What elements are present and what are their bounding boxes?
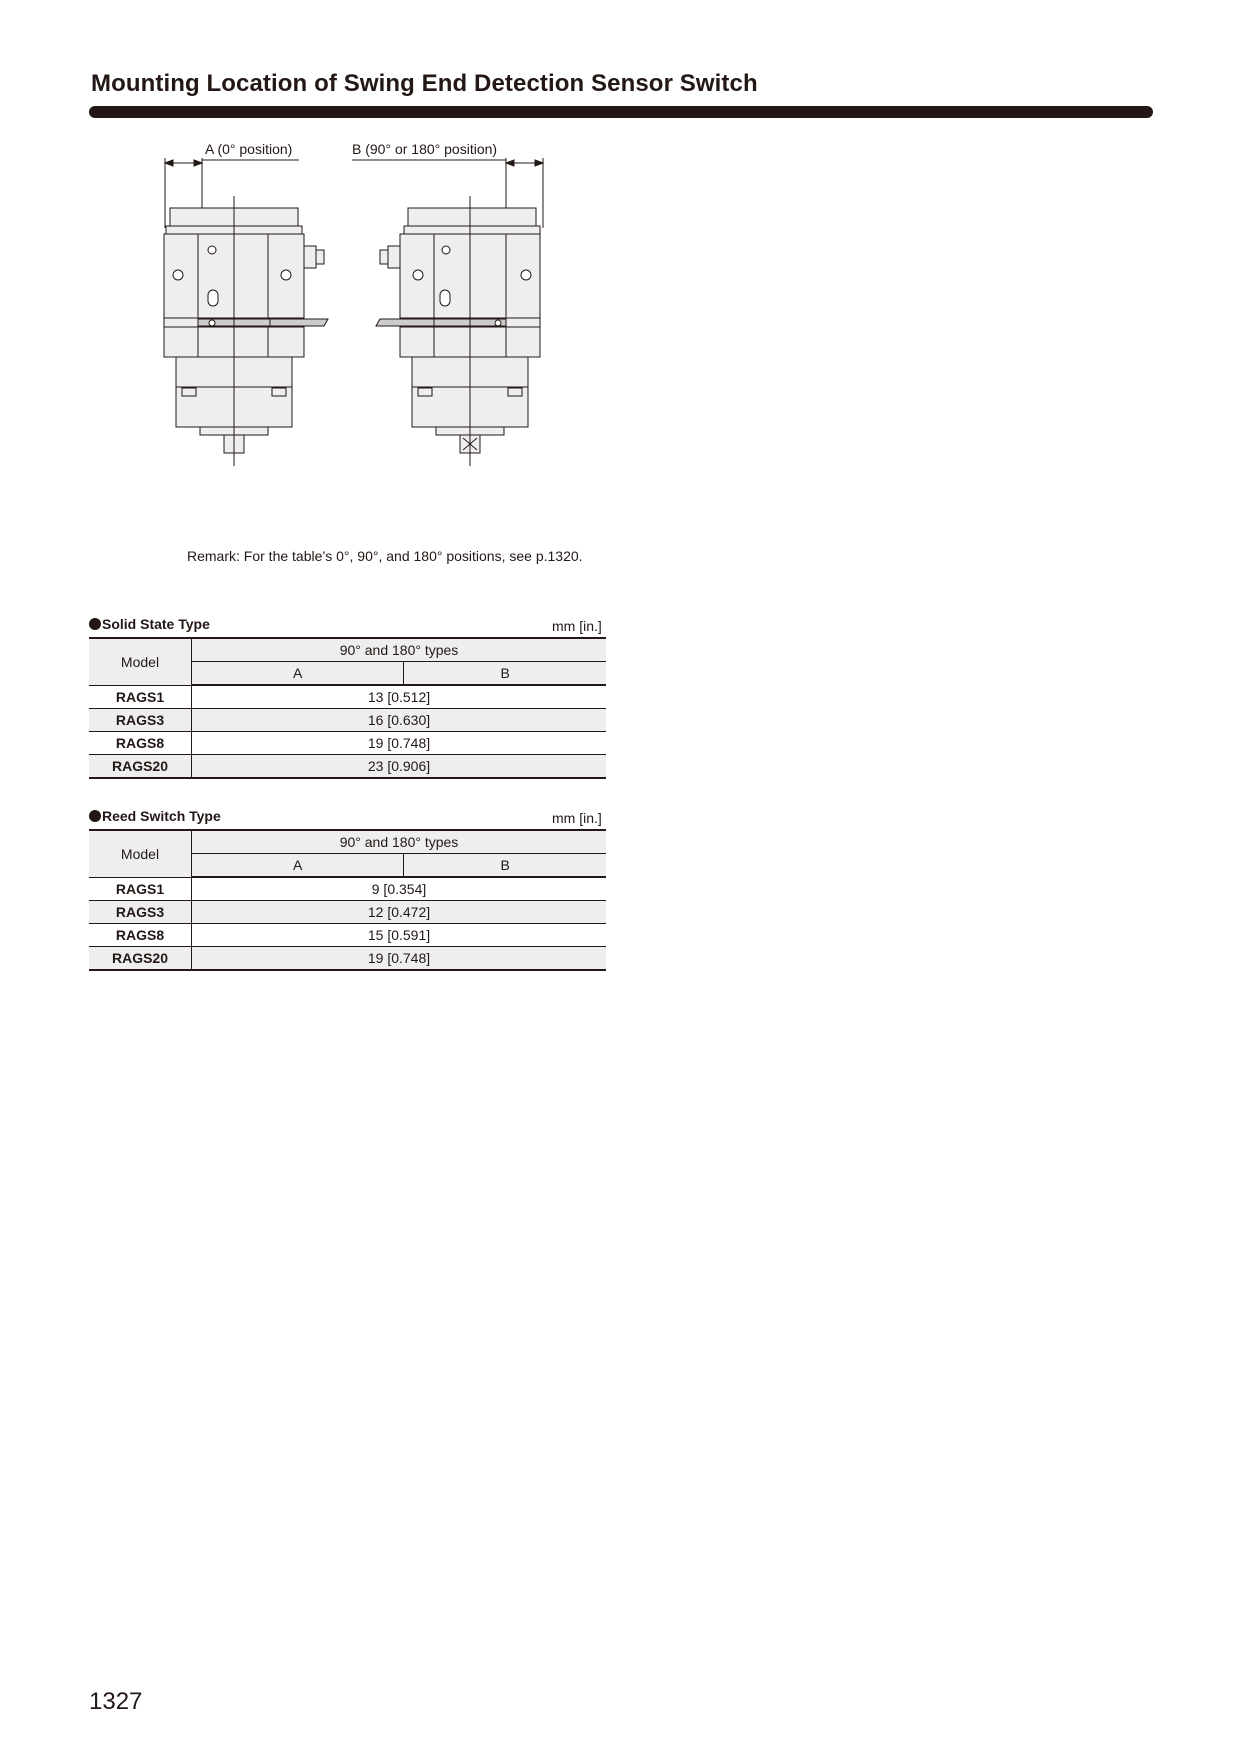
reed-switch-unit: mm [in.] bbox=[552, 810, 602, 826]
model-cell: RAGS8 bbox=[89, 732, 192, 755]
column-header-b: B bbox=[404, 854, 606, 878]
value-cell: 13 [0.512] bbox=[192, 685, 607, 709]
dimension-label-b: B (90° or 180° position) bbox=[352, 141, 498, 157]
solid-state-table bbox=[89, 637, 606, 779]
page-number: 1327 bbox=[89, 1688, 143, 1715]
model-cell: RAGS20 bbox=[89, 947, 192, 971]
value-cell: 23 [0.906] bbox=[192, 755, 607, 779]
drawing-remark: Remark: For the table’s 0°, 90°, and 180° positions, see p.1320. bbox=[187, 548, 583, 564]
reed-switch-table bbox=[89, 829, 606, 971]
value-cell: 16 [0.630] bbox=[192, 709, 607, 732]
value-cell: 15 [0.591] bbox=[192, 924, 607, 947]
reed-switch-heading bbox=[89, 808, 221, 824]
value-cell: 9 [0.354] bbox=[192, 877, 607, 901]
model-cell: RAGS20 bbox=[89, 755, 192, 779]
bullet-icon bbox=[89, 618, 101, 630]
column-header-a: A bbox=[192, 854, 404, 878]
column-header-group: 90° and 180° types bbox=[192, 830, 607, 854]
column-header-model: Model bbox=[89, 830, 192, 877]
value-cell: 12 [0.472] bbox=[192, 901, 607, 924]
column-header-b: B bbox=[404, 662, 606, 686]
solid-state-heading bbox=[89, 616, 210, 632]
model-cell: RAGS8 bbox=[89, 924, 192, 947]
model-cell: RAGS3 bbox=[89, 709, 192, 732]
table-row bbox=[89, 732, 606, 755]
table-row bbox=[89, 709, 606, 732]
column-header-a: A bbox=[192, 662, 404, 686]
table-row bbox=[89, 877, 606, 901]
mounting-location-drawing bbox=[150, 138, 570, 518]
model-cell: RAGS1 bbox=[89, 877, 192, 901]
model-cell: RAGS3 bbox=[89, 901, 192, 924]
table-row bbox=[89, 947, 606, 971]
value-cell: 19 [0.748] bbox=[192, 947, 607, 971]
solid-state-unit: mm [in.] bbox=[552, 618, 602, 634]
column-header-model: Model bbox=[89, 638, 192, 685]
title-underline-bar bbox=[89, 106, 1153, 118]
table-row bbox=[89, 685, 606, 709]
table-row bbox=[89, 755, 606, 779]
dimension-label-a: A (0° position) bbox=[205, 141, 293, 157]
reed-switch-heading-text: Reed Switch Type bbox=[102, 808, 221, 824]
table-row bbox=[89, 924, 606, 947]
column-header-group: 90° and 180° types bbox=[192, 638, 607, 662]
model-cell: RAGS1 bbox=[89, 685, 192, 709]
solid-state-heading-text: Solid State Type bbox=[102, 616, 210, 632]
actuator-diagram bbox=[150, 138, 570, 518]
table-row bbox=[89, 901, 606, 924]
value-cell: 19 [0.748] bbox=[192, 732, 607, 755]
page-title: Mounting Location of Swing End Detection Sensor Switch bbox=[91, 70, 758, 97]
bullet-icon bbox=[89, 810, 101, 822]
